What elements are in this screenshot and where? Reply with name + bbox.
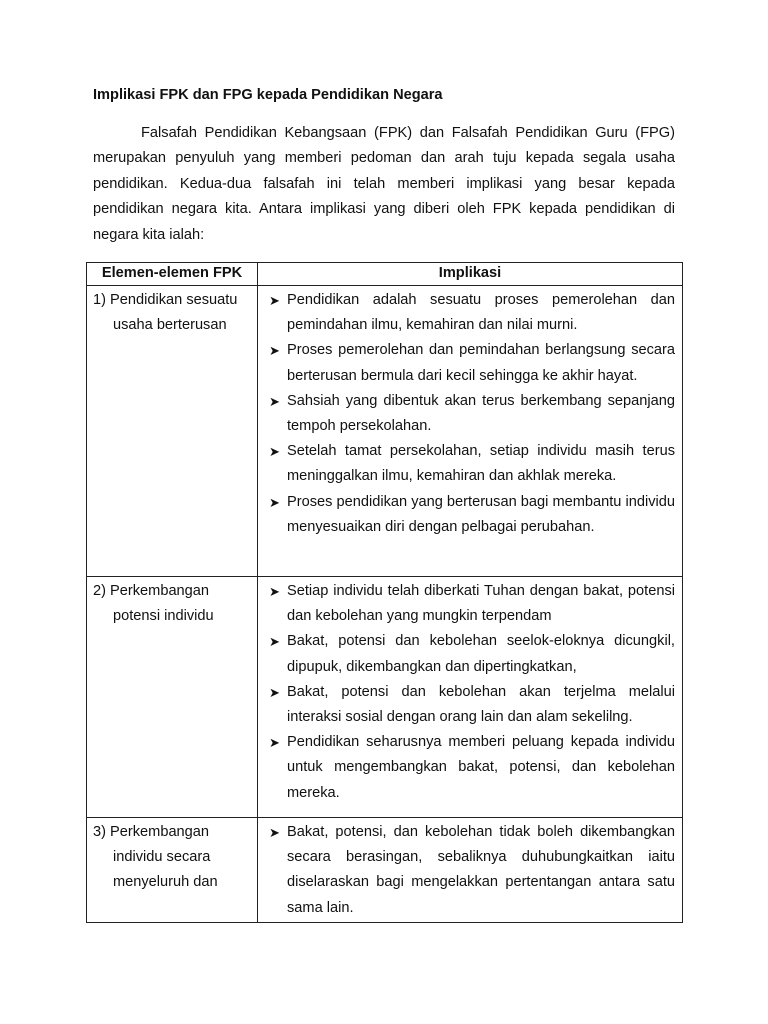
arrow-bullet-icon: ➤ [269,584,280,599]
table-row [87,286,683,577]
element-label-rest: potensi individu [113,608,214,625]
arrow-bullet-icon: ➤ [269,825,280,840]
list-item: ➤ Bakat, potensi, dan kebolehan tidak boleh dikembangkan secara berasingan, sebaliknya duhubungkaitkan iaitu diselaraskan bagi mengelakkan pertentangan antara satu sama lain. [269,820,675,921]
list-item: ➤ Pendidikan adalah sesuatu proses pemerolehan dan pemindahan ilmu, kemahiran dan nilai murni. [269,288,675,338]
list-item: ➤ Setelah tamat persekolahan, setiap individu masih terus meninggalkan ilmu, kemahiran dan akhlak mereka. [269,439,675,489]
element-cell [87,818,258,923]
element-label-first: Perkembangan [110,583,210,599]
element-number: 2) [93,583,106,599]
element-label-rest: usaha berterusan [113,317,227,334]
document-title: Implikasi FPK dan FPG kepada Pendidikan Negara [93,87,443,103]
element-number: 1) [93,292,106,308]
table-header-row [87,263,683,286]
list-item: ➤ Bakat, potensi dan kebolehan seelok-eloknya dicungkil, dipupuk, dikembangkan dan dipertingkatkan, [269,629,675,679]
implications-cell [258,286,683,577]
implications-table [86,262,683,923]
element-cell [87,286,258,577]
list-item: ➤ Proses pemerolehan dan pemindahan berlangsung secara berterusan bermula dari kecil sehingga ke akhir hayat. [269,338,675,388]
arrow-bullet-icon: ➤ [269,684,280,700]
arrow-bullet-icon: ➤ [269,293,280,308]
header-elements: Elemen-elemen FPK [87,263,258,286]
element-label-rest: individu secara menyeluruh dan [113,849,218,891]
element-cell [87,577,258,818]
arrow-bullet-icon: ➤ [269,343,280,359]
header-implications: Implikasi [258,263,683,286]
arrow-bullet-icon: ➤ [269,634,280,650]
arrow-bullet-icon: ➤ [269,444,280,460]
element-number: 3) [93,824,106,840]
arrow-bullet-icon: ➤ [269,393,280,409]
table-row [87,577,683,818]
arrow-bullet-icon: ➤ [269,735,280,751]
list-item: ➤ Proses pendidikan yang berterusan bagi membantu individu menyesuaikan diri dengan pelbagai perubahan. [269,490,675,540]
arrow-bullet-icon: ➤ [269,494,280,510]
list-item: ➤ Bakat, potensi dan kebolehan akan terjelma melalui interaksi sosial dengan orang lain dan alam sekelilng. [269,680,675,730]
element-label-first: Pendidikan sesuatu [110,292,238,308]
table-row [87,818,683,923]
list-item: ➤ Setiap individu telah diberkati Tuhan dengan bakat, potensi dan kebolehan yang mungkin terpendam [269,579,675,629]
element-label-first: Perkembangan [110,824,210,840]
list-item: ➤ Sahsiah yang dibentuk akan terus berkembang sepanjang tempoh persekolahan. [269,389,675,439]
intro-paragraph: Falsafah Pendidikan Kebangsaan (FPK) dan Falsafah Pendidikan Guru (FPG) merupakan penyuluh yang memberi pedoman dan arah tuju kepada segala usaha pendidikan. Kedua-dua falsafah ini telah memberi implikasi yang besar kepada pendidikan negara kita. Antara implikasi yang diberi oleh FPK kepada pendidikan di negara kita ialah: [93,125,675,243]
implications-cell [258,818,683,923]
list-item: ➤ Pendidikan seharusnya memberi peluang kepada individu untuk mengembangkan bakat, potensi, dan kebolehan mereka. [269,730,675,806]
implications-cell [258,577,683,818]
